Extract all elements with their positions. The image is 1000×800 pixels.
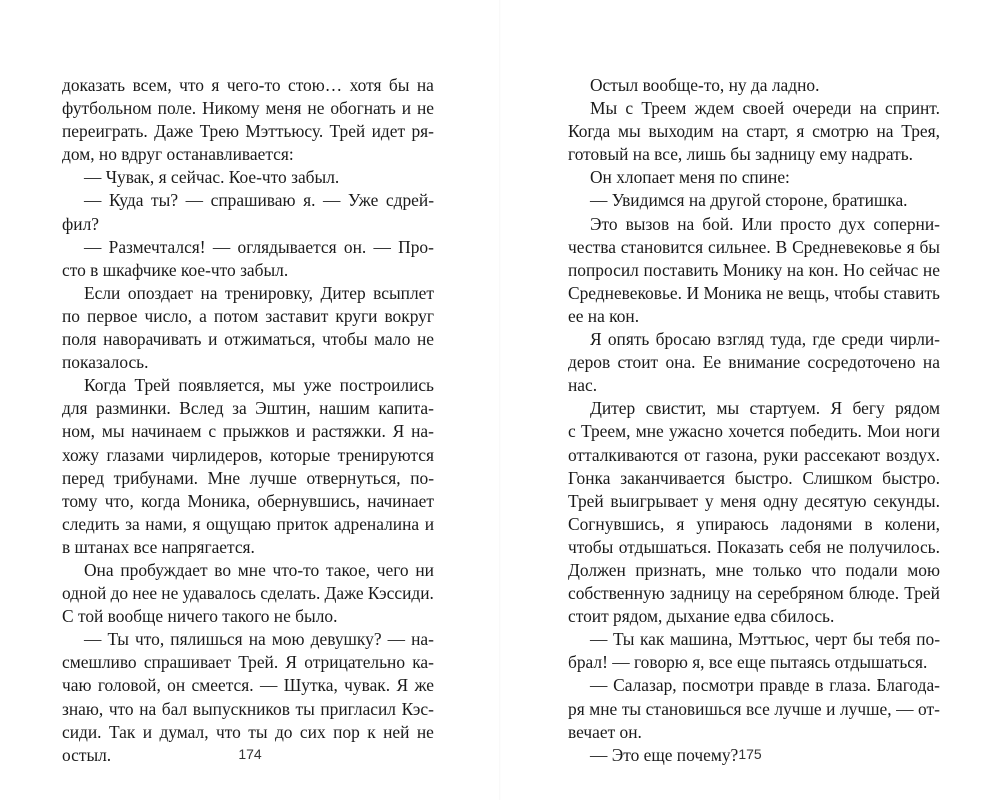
text-line: Трей выигрывает у меня одну десятую секунды. [568,490,940,511]
text-line: тому что, когда Моника, обернувшись, начинает [62,490,434,511]
text-line: ее на кон. [568,305,640,326]
text-line: чаю головой, он смеется. — Шутка, чувак. Я же [62,675,434,696]
text-line: дом, но вдруг останавливается: [62,144,294,165]
text-line: Должен признать, мне только что подали мою [568,559,940,580]
text-line: брал! — говорю я, все еще пытаясь отдышаться. [568,652,928,673]
text-line: Когда мы выходим на старт, я смотрю на Трея, [568,121,940,142]
text-line: отталкиваются от газона, руки рассекают воздух. [568,444,940,465]
text-line: — Куда ты? — спрашиваю я. — Уже сдрей- [84,190,434,211]
text-line: Когда Трей появляется, мы уже построились [84,375,434,396]
text-line: деров стоит она. Ее внимание сосредоточено на [568,352,940,373]
text-line: Он хлопает меня по спине: [590,167,790,188]
text-line: хожу глазами чирлидеров, которые тренируются [62,444,434,465]
text-line: поля наворачивать и отжиматься, чтобы мало не [62,329,434,350]
text-line: Если опоздает на тренировку, Дитер всыплет [84,282,434,303]
text-line: сиди. Так и думал, что ты до сих пор к ней не [62,721,434,742]
text-line: знаю, что на бал выпускников ты пригласил Кэс- [62,698,434,719]
text-line: одной до нее не удавалось сделать. Даже Кэссиди. [62,583,434,604]
text-line: переиграть. Даже Трею Мэттьюсу. Трей идет ря- [62,121,434,142]
text-line: Гонка заканчивается быстро. Слишком быстро. [568,467,940,488]
text-line: готовый на все, лишь бы задницу ему надрать. [568,144,914,165]
text-line: нас. [568,375,598,396]
text-line: — Ты как машина, Мэттьюс, черт бы тебя по- [590,629,940,650]
text-line: ном, мы начинаем с прыжков и растяжки. Я на- [62,421,434,442]
right-page-number: 175 [738,746,762,762]
text-line: сто в шкафчике кое-что забыл. [62,259,289,280]
text-line: — Это еще почему? [590,744,739,765]
text-line: доказать всем, что я чего-то стою… хотя бы на [62,75,434,95]
text-line: смешливо спрашивает Трей. Я отрицательно ка- [62,652,434,673]
text-line: Дитер свистит, мы стартуем. Я бегу рядом [590,398,940,419]
text-line: Это вызов на бой. Или просто дух соперни- [590,213,940,234]
text-line: собственную задницу на серебряном блюде. Трей [568,583,940,604]
text-line: ря мне ты становишься все лучше и лучше, — от- [568,698,940,719]
text-line: фил? [62,213,99,234]
text-line: чтобы отдышаться. Показать себя не получилось. [568,536,940,557]
text-line: — Размечтался! — оглядывается он. — Про- [84,236,434,257]
text-line: вечает он. [568,721,642,742]
right-page-text [568,74,940,767]
text-line: — Увидимся на другой стороне, братишка. [590,190,908,211]
left-page-text [62,74,434,767]
text-line: Я опять бросаю взгляд туда, где среди чирли- [590,329,940,350]
text-line: перед трибунами. Мне лучше отвернуться, по- [62,467,434,488]
text-line: — Салазар, посмотри правде в глаза. Благода- [590,675,940,696]
text-line: с Треем, мне ужасно хочется победить. Мои ноги [568,421,940,442]
text-line: Согнувшись, я упираюсь ладонями в колени, [568,513,940,534]
text-line: по первое число, а потом заставит круги вокруг [62,305,434,326]
text-line: показалось. [62,352,149,373]
text-line: футбольном поле. Никому меня не обогнать и не [62,98,434,119]
text-line: в штанах все напрягается. [62,536,255,557]
text-line: Средневековье. И Моника не вещь, чтобы ставить [568,282,940,303]
text-line: стоит рядом, дыхание едва сбилось. [568,606,835,627]
text-line: для разминки. Вслед за Эштин, нашим капита- [62,398,434,419]
text-line: С той вообще ничего такого не было. [62,606,338,627]
text-line: — Чувак, я сейчас. Кое-что забыл. [84,167,340,188]
text-line: попросил поставить Монику на кон. Но сейчас не [568,259,940,280]
right-page [500,0,1000,800]
text-line: Она пробуждает во мне что-то такое, чего ни [84,559,434,580]
text-line: остыл. [62,744,112,765]
text-line: Мы с Треем ждем своей очереди на спринт. [590,98,940,119]
text-line: следить за нами, я ощущаю приток адреналина и [62,513,434,534]
text-line: чества становится сильнее. В Средневековье я бы [568,236,940,257]
text-line: — Ты что, пялишься на мою девушку? — на- [84,629,434,650]
text-line: Остыл вообще-то, ну да ладно. [590,75,820,95]
left-page-number: 174 [238,746,262,762]
